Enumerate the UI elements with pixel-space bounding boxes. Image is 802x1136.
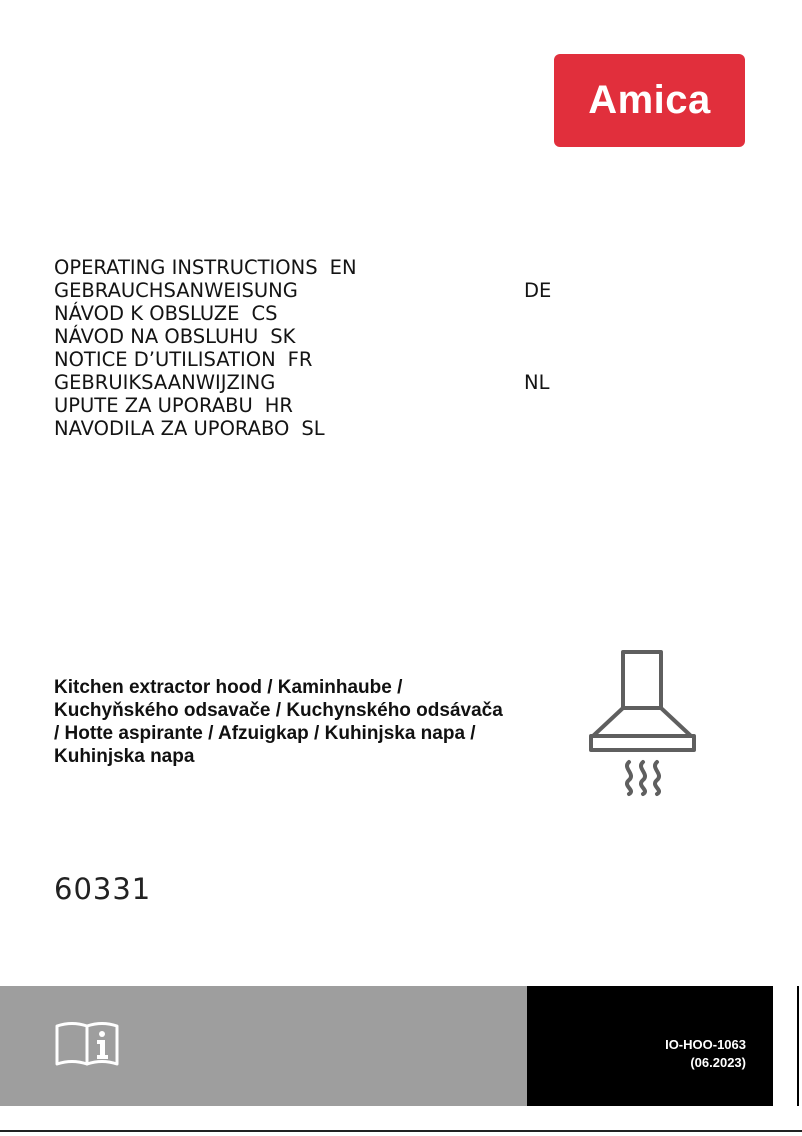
footer-edge-bar — [797, 986, 799, 1106]
language-label: GEBRUIKSAANWIJZING — [54, 371, 276, 394]
amica-logo — [554, 54, 745, 147]
product-line: / Hotte aspirante / Afzuigkap / Kuhinjska napa / — [54, 723, 476, 744]
cooker-hood-icon — [585, 648, 700, 798]
language-code: CS — [251, 302, 278, 325]
product-description — [54, 676, 534, 768]
language-code: HR — [264, 394, 293, 417]
document-code — [665, 1036, 746, 1072]
language-row — [54, 394, 574, 417]
language-row — [54, 417, 574, 440]
language-label: OPERATING INSTRUCTIONS — [54, 256, 318, 279]
language-row — [54, 325, 574, 348]
language-row — [54, 348, 574, 371]
product-line: Kuhinjska napa — [54, 746, 195, 767]
language-row — [54, 302, 574, 325]
language-label: UPUTE ZA UPORABU — [54, 394, 253, 417]
language-code: EN — [329, 256, 357, 279]
language-code: SL — [301, 417, 325, 440]
product-line: Kitchen extractor hood / Kaminhaube / — [54, 677, 403, 698]
language-code: SK — [270, 325, 296, 348]
language-row — [54, 256, 574, 279]
language-code: NL — [524, 371, 550, 394]
language-label: NAVODILA ZA UPORABO — [54, 417, 290, 440]
language-label: NÁVOD K OBSLUZE — [54, 302, 240, 325]
language-label: GEBRAUCHSANWEISUNG — [54, 279, 298, 302]
language-row — [54, 371, 574, 394]
logo-text: Amica — [588, 78, 711, 122]
language-list — [54, 256, 574, 440]
language-label: NÁVOD NA OBSLUHU — [54, 325, 259, 348]
read-manual-info-icon — [54, 1020, 120, 1066]
language-code: DE — [524, 279, 552, 302]
product-line: Kuchyňského odsavače / Kuchynského odsávača — [54, 700, 503, 721]
language-row — [54, 279, 574, 302]
document-id: IO-HOO-1063 — [665, 1037, 746, 1052]
model-number: 60331 — [54, 872, 152, 906]
document-date: (06.2023) — [690, 1055, 746, 1070]
language-label: NOTICE D’UTILISATION — [54, 348, 276, 371]
language-code: FR — [287, 348, 313, 371]
bottom-divider — [0, 1130, 802, 1132]
